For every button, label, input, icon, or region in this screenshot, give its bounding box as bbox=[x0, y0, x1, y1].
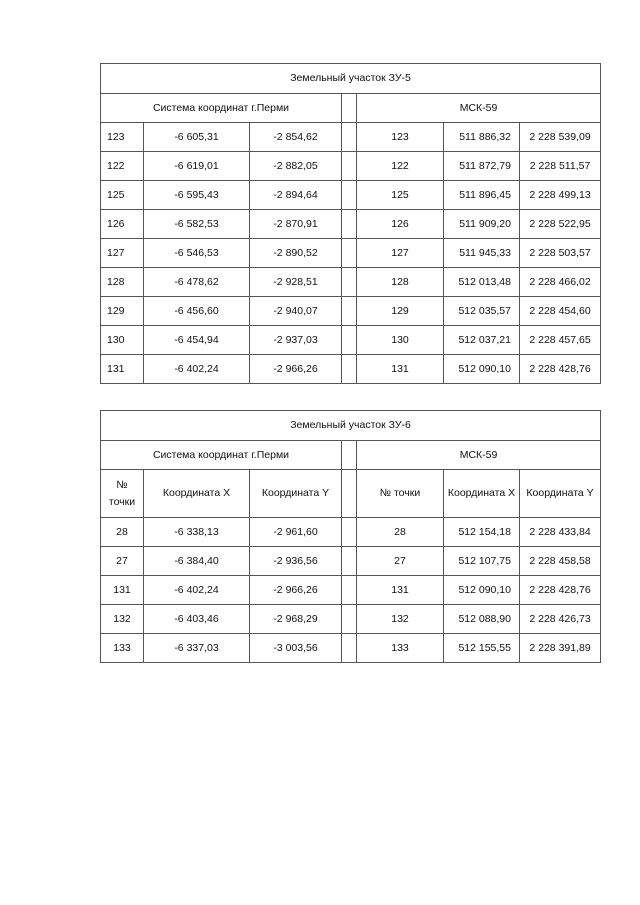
cell-coord-x-right: 512 154,18 bbox=[444, 518, 520, 547]
cell-point-number-right: 125 bbox=[357, 181, 444, 210]
cell-coord-y-left: -2 937,03 bbox=[250, 326, 342, 355]
table-row bbox=[101, 518, 601, 547]
separator-cell bbox=[342, 470, 357, 518]
cell-coord-x-left: -6 619,01 bbox=[144, 152, 250, 181]
table-row bbox=[101, 210, 601, 239]
cell-point-number-right: 132 bbox=[357, 605, 444, 634]
cell-coord-y-right: 2 228 499,13 bbox=[520, 181, 601, 210]
table-row bbox=[101, 326, 601, 355]
table-row bbox=[101, 181, 601, 210]
cell-coord-y-left: -2 936,56 bbox=[250, 547, 342, 576]
cell-coord-y-right: 2 228 428,76 bbox=[520, 576, 601, 605]
cell-coord-x-right: 511 945,33 bbox=[444, 239, 520, 268]
right-system-label: МСК-59 bbox=[357, 94, 601, 123]
separator-cell bbox=[342, 210, 357, 239]
cell-coord-x-right: 512 037,21 bbox=[444, 326, 520, 355]
table-row bbox=[101, 547, 601, 576]
cell-coord-x-left: -6 338,13 bbox=[144, 518, 250, 547]
table-row bbox=[101, 634, 601, 663]
cell-coord-y-left: -2 961,60 bbox=[250, 518, 342, 547]
cell-coord-x-left: -6 546,53 bbox=[144, 239, 250, 268]
cell-coord-y-right: 2 228 539,09 bbox=[520, 123, 601, 152]
table-title: Земельный участок ЗУ-6 bbox=[101, 411, 601, 441]
header-coordinate-y-right: Координата Y bbox=[520, 470, 601, 518]
cell-point-number-right: 123 bbox=[357, 123, 444, 152]
cell-point-number-left: 27 bbox=[101, 547, 144, 576]
cell-point-number-left: 128 bbox=[101, 268, 144, 297]
cell-point-number-left: 122 bbox=[101, 152, 144, 181]
separator-cell bbox=[342, 355, 357, 384]
separator-cell bbox=[342, 181, 357, 210]
table-row bbox=[101, 268, 601, 297]
cell-coord-x-right: 512 107,75 bbox=[444, 547, 520, 576]
cell-coord-y-left: -2 890,52 bbox=[250, 239, 342, 268]
cell-coord-y-left: -2 940,07 bbox=[250, 297, 342, 326]
table-row bbox=[101, 123, 601, 152]
cell-coord-y-left: -2 928,51 bbox=[250, 268, 342, 297]
cell-point-number-left: 129 bbox=[101, 297, 144, 326]
separator-cell bbox=[342, 123, 357, 152]
cell-point-number-right: 129 bbox=[357, 297, 444, 326]
cell-coord-y-right: 2 228 428,76 bbox=[520, 355, 601, 384]
cell-coord-x-right: 511 896,45 bbox=[444, 181, 520, 210]
cell-coord-x-left: -6 384,40 bbox=[144, 547, 250, 576]
separator-cell bbox=[342, 518, 357, 547]
cell-coord-x-left: -6 403,46 bbox=[144, 605, 250, 634]
cell-coord-y-right: 2 228 433,84 bbox=[520, 518, 601, 547]
separator-cell bbox=[342, 152, 357, 181]
cell-point-number-right: 127 bbox=[357, 239, 444, 268]
cell-point-number-right: 27 bbox=[357, 547, 444, 576]
separator-cell bbox=[342, 326, 357, 355]
separator-cell bbox=[342, 634, 357, 663]
header-point-number-right: № точки bbox=[357, 470, 444, 518]
cell-point-number-right: 128 bbox=[357, 268, 444, 297]
cell-coord-x-right: 512 035,57 bbox=[444, 297, 520, 326]
left-system-label: Система координат г.Перми bbox=[101, 441, 342, 470]
cell-point-number-left: 126 bbox=[101, 210, 144, 239]
cell-coord-x-right: 512 155,55 bbox=[444, 634, 520, 663]
separator-cell bbox=[342, 441, 357, 470]
table-row bbox=[101, 355, 601, 384]
cell-point-number-right: 28 bbox=[357, 518, 444, 547]
cell-coord-x-right: 511 909,20 bbox=[444, 210, 520, 239]
cell-point-number-right: 122 bbox=[357, 152, 444, 181]
cell-coord-y-right: 2 228 466,02 bbox=[520, 268, 601, 297]
separator-cell bbox=[342, 576, 357, 605]
coordinates-table-zu6 bbox=[100, 410, 601, 663]
cell-coord-y-left: -2 854,62 bbox=[250, 123, 342, 152]
cell-coord-x-left: -6 582,53 bbox=[144, 210, 250, 239]
cell-point-number-left: 127 bbox=[101, 239, 144, 268]
cell-coord-x-left: -6 337,03 bbox=[144, 634, 250, 663]
table-row bbox=[101, 297, 601, 326]
cell-point-number-right: 130 bbox=[357, 326, 444, 355]
cell-coord-y-right: 2 228 458,58 bbox=[520, 547, 601, 576]
cell-coord-y-left: -2 966,26 bbox=[250, 355, 342, 384]
cell-coord-x-left: -6 456,60 bbox=[144, 297, 250, 326]
cell-coord-y-right: 2 228 426,73 bbox=[520, 605, 601, 634]
cell-point-number-right: 131 bbox=[357, 355, 444, 384]
separator-cell bbox=[342, 268, 357, 297]
cell-coord-y-right: 2 228 391,89 bbox=[520, 634, 601, 663]
header-coordinate-x-right: Координата X bbox=[444, 470, 520, 518]
cell-point-number-left: 132 bbox=[101, 605, 144, 634]
cell-coord-x-left: -6 454,94 bbox=[144, 326, 250, 355]
cell-point-number-left: 28 bbox=[101, 518, 144, 547]
cell-point-number-left: 131 bbox=[101, 576, 144, 605]
cell-coord-y-left: -2 968,29 bbox=[250, 605, 342, 634]
separator-cell bbox=[342, 547, 357, 576]
cell-point-number-right: 126 bbox=[357, 210, 444, 239]
separator-cell bbox=[342, 297, 357, 326]
cell-coord-y-right: 2 228 503,57 bbox=[520, 239, 601, 268]
cell-coord-y-right: 2 228 457,65 bbox=[520, 326, 601, 355]
left-system-label: Система координат г.Перми bbox=[101, 94, 342, 123]
cell-point-number-right: 133 bbox=[357, 634, 444, 663]
header-point-number-left: № точки bbox=[101, 470, 144, 518]
cell-coord-y-right: 2 228 522,95 bbox=[520, 210, 601, 239]
cell-coord-x-left: -6 478,62 bbox=[144, 268, 250, 297]
right-system-label: МСК-59 bbox=[357, 441, 601, 470]
cell-coord-y-left: -2 882,05 bbox=[250, 152, 342, 181]
cell-coord-y-left: -2 966,26 bbox=[250, 576, 342, 605]
cell-coord-x-right: 511 886,32 bbox=[444, 123, 520, 152]
cell-point-number-left: 131 bbox=[101, 355, 144, 384]
table-row bbox=[101, 239, 601, 268]
cell-coord-x-right: 512 088,90 bbox=[444, 605, 520, 634]
cell-coord-y-right: 2 228 454,60 bbox=[520, 297, 601, 326]
cell-coord-y-left: -2 894,64 bbox=[250, 181, 342, 210]
cell-coord-x-left: -6 402,24 bbox=[144, 576, 250, 605]
header-coordinate-x-left: Координата X bbox=[144, 470, 250, 518]
header-coordinate-y-left: Координата Y bbox=[250, 470, 342, 518]
cell-point-number-left: 123 bbox=[101, 123, 144, 152]
cell-point-number-left: 133 bbox=[101, 634, 144, 663]
separator-cell bbox=[342, 239, 357, 268]
table-row bbox=[101, 152, 601, 181]
separator-cell bbox=[342, 605, 357, 634]
cell-coord-x-left: -6 605,31 bbox=[144, 123, 250, 152]
cell-coord-y-left: -3 003,56 bbox=[250, 634, 342, 663]
table-row bbox=[101, 576, 601, 605]
coordinates-table-zu5 bbox=[100, 63, 601, 384]
cell-coord-y-left: -2 870,91 bbox=[250, 210, 342, 239]
cell-coord-x-right: 512 013,48 bbox=[444, 268, 520, 297]
cell-coord-x-right: 511 872,79 bbox=[444, 152, 520, 181]
cell-point-number-left: 130 bbox=[101, 326, 144, 355]
cell-point-number-right: 131 bbox=[357, 576, 444, 605]
cell-coord-y-right: 2 228 511,57 bbox=[520, 152, 601, 181]
cell-coord-x-right: 512 090,10 bbox=[444, 355, 520, 384]
table-title: Земельный участок ЗУ-5 bbox=[101, 64, 601, 94]
table-row bbox=[101, 605, 601, 634]
separator-cell bbox=[342, 94, 357, 123]
cell-point-number-left: 125 bbox=[101, 181, 144, 210]
cell-coord-x-left: -6 595,43 bbox=[144, 181, 250, 210]
cell-coord-x-left: -6 402,24 bbox=[144, 355, 250, 384]
cell-coord-x-right: 512 090,10 bbox=[444, 576, 520, 605]
